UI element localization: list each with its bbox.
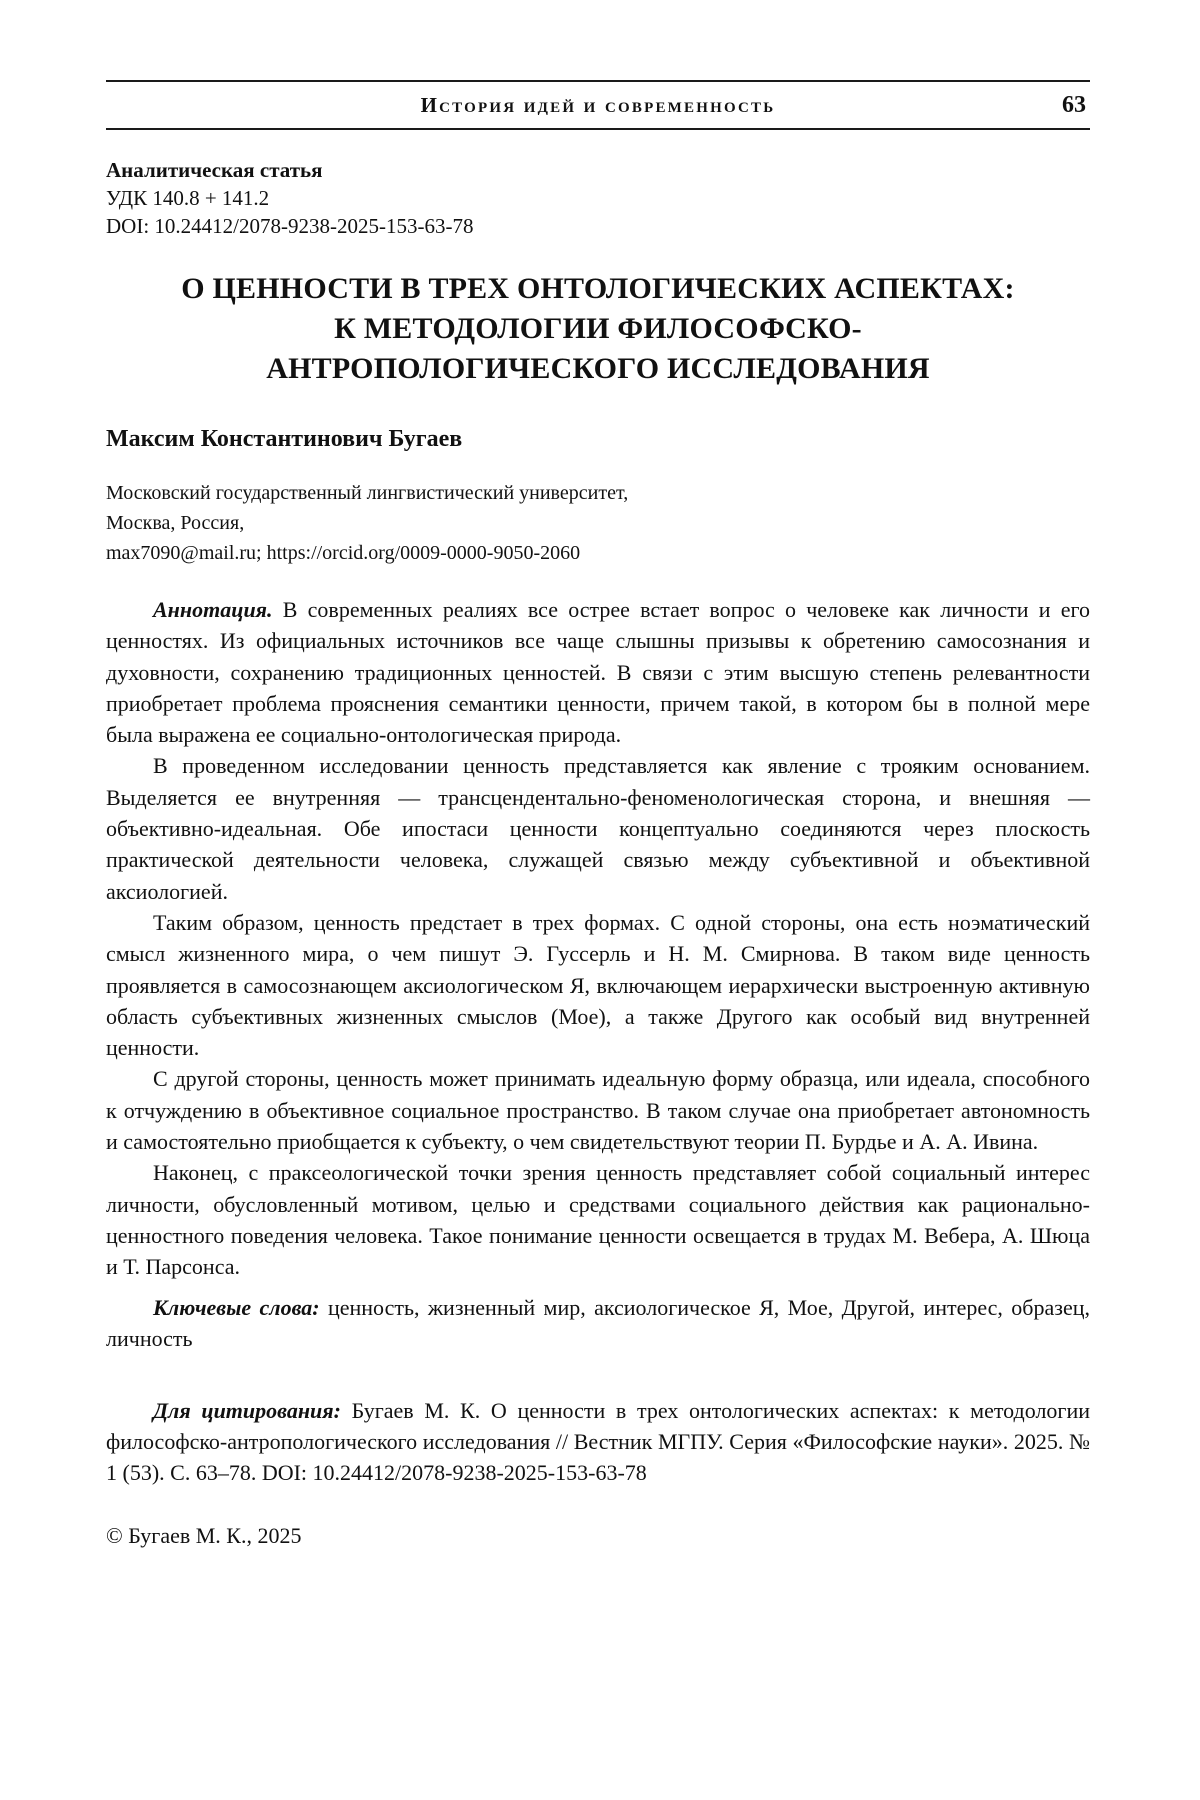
abstract-paragraph: В проведенном исследовании ценность представляется как явление с трояким основанием. Выделяется ее внутренняя — трансцендентально-феноменологическая сторона, и внешняя — объективно-идеальная. Обе ипостаси ценности концептуально соединяются через плоскость практической деятельности человека, служащей связью между субъективной и объективной аксиологией. [106, 750, 1090, 906]
author-affiliation [106, 478, 1090, 568]
page-number: 63 [1062, 92, 1086, 119]
abstract-paragraph: Наконец, с праксеологической точки зрения ценность представляет собой социальный интерес личности, обусловленный мотивом, целью и средствами социального действия как рационально-ценностного поведения человека. Такое понимание ценности освещается в трудах М. Вебера, А. Шюца и Т. Парсонса. [106, 1157, 1090, 1282]
abstract [106, 594, 1090, 1283]
keywords [106, 1292, 1090, 1355]
citation-label: Для цитирования: [153, 1398, 341, 1423]
article-title [106, 269, 1090, 389]
affiliation-university: Московский государственный лингвистический университет, [106, 478, 1090, 508]
keywords-label: Ключевые слова: [153, 1295, 320, 1320]
running-header [106, 80, 1090, 130]
title-line: О ЦЕННОСТИ В ТРЕХ ОНТОЛОГИЧЕСКИХ АСПЕКТАХ: [106, 269, 1090, 309]
running-title: История идей и современность [106, 93, 1090, 118]
author-contact: max7090@mail.ru; https://orcid.org/0009-0000-9050-2060 [106, 538, 1090, 568]
author-name: Максим Константинович Бугаев [106, 424, 1090, 454]
doi: DOI: 10.24412/2078-9238-2025-153-63-78 [106, 212, 1090, 240]
keywords-text: ценность, жизненный мир, аксиологическое Я, Мое, Другой, интерес, образец, личность [106, 1295, 1090, 1351]
article-type: Аналитическая статья [106, 156, 1090, 184]
journal-page [106, 80, 1090, 1551]
affiliation-location: Москва, Россия, [106, 508, 1090, 538]
abstract-paragraph: С другой стороны, ценность может принимать идеальную форму образца, или идеала, способного к отчуждению в объективное социальное пространство. В таком случае она приобретает автономность и самостоятельно приобщается к субъекту, о чем свидетельствуют теории П. Бурдье и А. А. Ивина. [106, 1063, 1090, 1157]
abstract-label: Аннотация. [153, 597, 273, 622]
citation-text: Бугаев М. К. О ценности в трех онтологических аспектах: к методологии философско-антропологического исследования // Вестник МГПУ. Серия «Философские науки». 2025. № 1 (53). С. 63–78. DOI: 10.24412/2078-9238-2025-153-63-78 [106, 1398, 1090, 1485]
copyright: © Бугаев М. К., 2025 [106, 1521, 1090, 1551]
abstract-paragraph [106, 594, 1090, 750]
title-line: К МЕТОДОЛОГИИ ФИЛОСОФСКО- [106, 309, 1090, 349]
citation [106, 1395, 1090, 1488]
article-meta [106, 156, 1090, 240]
abstract-text: В современных реалиях все острее встает вопрос о человеке как личности и его ценностях. Из официальных источников все чаще слышны призывы к обретению самосознания и духовности, сохранению традиционных ценностей. В связи с этим высшую степень релевантности приобретает проблема прояснения семантики ценности, причем такой, в котором бы в полной мере была выражена ее социально-онтологическая природа. [106, 597, 1090, 747]
udc-code: УДК 140.8 + 141.2 [106, 184, 1090, 212]
title-line: АНТРОПОЛОГИЧЕСКОГО ИССЛЕДОВАНИЯ [106, 349, 1090, 389]
abstract-paragraph: Таким образом, ценность предстает в трех формах. С одной стороны, она есть ноэматический смысл жизненного мира, о чем пишут Э. Гуссерль и Н. М. Смирнова. В таком виде ценность проявляется в самосознающем аксиологическом Я, включающем иерархически выстроенную активную область субъективных жизненных смыслов (Мое), а также Другого как особый вид внутренней ценности. [106, 907, 1090, 1063]
